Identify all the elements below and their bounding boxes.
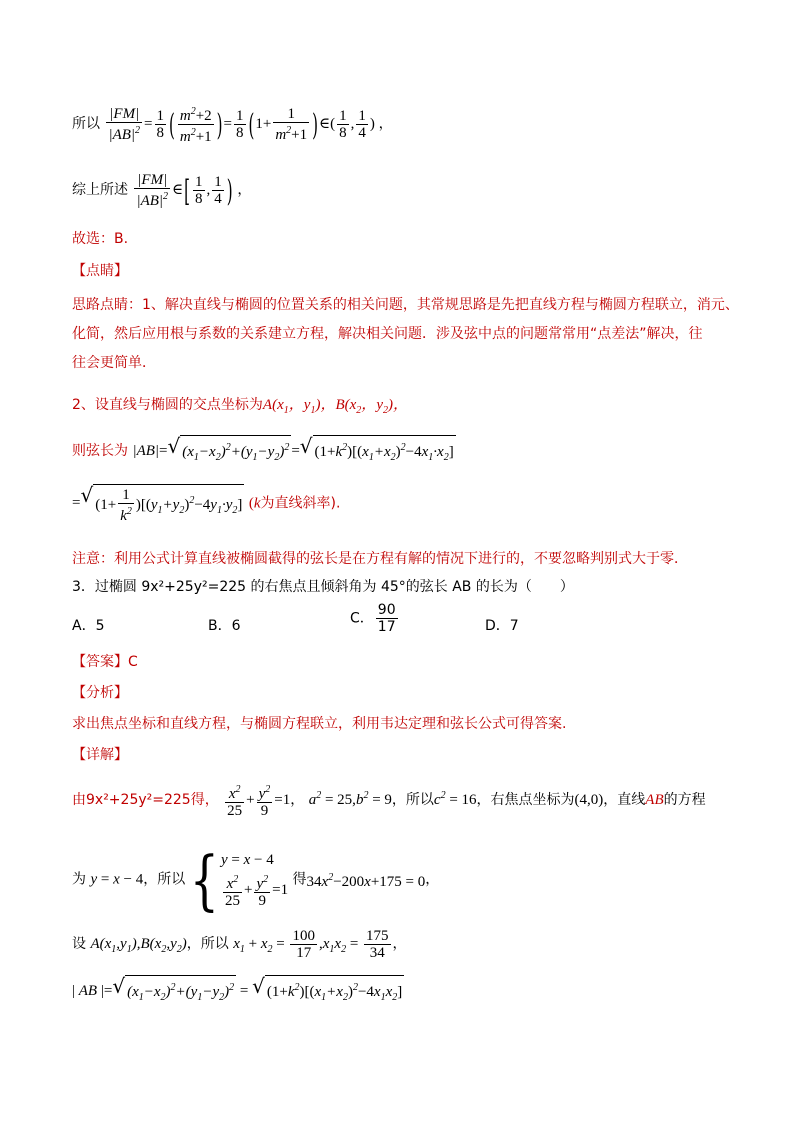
detail-line-3: 设 $A(x_1,y_1),B(x_2,y_2)$，所以 $x_1 + x_2$ = $\frac{100}{17}$ $,x_1x_2$ = $\frac{175}{34}$ ， <box>72 928 407 961</box>
text-de: 得 <box>292 871 307 888</box>
ellipse-equation: 9x²+25y²=225 <box>86 791 191 808</box>
text-intro: 2、设直线与椭圆的交点坐标为 <box>72 397 263 413</box>
detail-line-4 <box>72 975 404 1008</box>
detail-line-1: 由9x²+25y²=225得， $\frac{x^2}{25}$ + $\frac{y^2}{9}$ =1， $a^2 = 25,b^2 = 9$，所以$c^2 = 16$，右焦点坐标为(4,0)，直线AB的方程 <box>72 784 706 819</box>
option-a <box>72 616 105 636</box>
answer-value: C <box>128 654 138 670</box>
option-label: B． <box>208 618 232 634</box>
option-value: 5 <box>95 618 105 634</box>
option-label: C． <box>350 610 374 627</box>
choice-line: 故选：B. <box>72 231 129 247</box>
formula-ab-length: | AB |= √ $(x_1-x_2)^2+(y_1-y_2)^2$ = √ $(1+k^2)[(x_1+x_2)^2-4x_1x_2]$ <box>72 983 404 999</box>
text-she: 设 <box>72 935 86 952</box>
text-k-note: 为直线斜率). <box>260 495 341 512</box>
formula-range: $\frac{|FM|}{|AB|^2}$ ∈[ $\frac{1}{8}$ , $\frac{1}{4}$ ) <box>136 172 233 209</box>
section-label-xiangjie: 【详解】 <box>72 747 128 763</box>
option-b <box>208 616 241 636</box>
focus-coordinate: (4,0) <box>574 791 604 808</box>
paragraph-2-chord <box>72 435 456 468</box>
formula-c-squared: $c^2 = 16$ <box>433 789 477 808</box>
text-prefix: 综上所述 <box>72 181 128 198</box>
text-suffix: ， <box>237 181 252 198</box>
formula-points-ab: $A(x_1,y_1),B(x_2,y_2)$ <box>90 935 187 955</box>
result-line-1 <box>72 104 393 145</box>
text-equation-of: 的方程 <box>663 791 706 808</box>
option-value: 6 <box>231 618 241 634</box>
text-so: ，所以 <box>143 871 186 888</box>
text-wei: 为 <box>72 871 86 888</box>
answer-label: 【答案】 <box>72 654 128 670</box>
detail-line-2: 为 y = x − 4，所以 { y = x − 4 $\frac{x^2}{25}$ + $\frac{y^2}{9}$ =1 得$34x^2-200x+175 = 0$， <box>72 841 440 918</box>
answer-line <box>72 652 138 672</box>
section-label-dianjing: 【点睛】 <box>72 263 128 279</box>
text-you: 由 <box>72 791 86 808</box>
text-de: 得， <box>190 791 219 808</box>
line-ab-name: AB <box>645 791 664 808</box>
analysis-text: 求出焦点坐标和直线方程，与椭圆方程联立，利用韦达定理和弦长公式可得答案. <box>72 716 567 732</box>
option-value: 7 <box>509 618 519 634</box>
text-focus: ，右焦点坐标为 <box>476 791 575 808</box>
option-c-denominator: 17 <box>377 619 396 635</box>
result-line-2 <box>72 172 251 209</box>
formula-quadratic: $34x^2-200x+175 = 0$ <box>306 871 426 890</box>
option-d <box>485 616 519 636</box>
formula-standard-ellipse: $\frac{x^2}{25}$ + $\frac{y^2}{9}$ =1 <box>227 784 291 819</box>
paragraph-1-line-1: 思路点睛：1、解决直线与椭圆的位置关系的相关问题，其常规思路是先把直线方程与椭圆方程联立，消元、 <box>72 297 739 313</box>
formula-line-eq: y = x − 4 <box>90 871 144 888</box>
section-label-fenxi: 【分析】 <box>72 685 128 701</box>
option-label: D． <box>485 618 510 634</box>
formula-ratio: $\frac{|FM|}{|AB|^2}$ = $\frac{1}{8}$ ( $\frac{m^2+2}{m^2+1}$ )= $\frac{1}{8}$ (1+ $\frac{1}{m^2+1}$ )∈( $\frac{1}{8}$ , $\frac{1}{4}$ ) <box>108 106 375 145</box>
paragraph-2-intro <box>72 395 408 421</box>
paragraph-1-line-2: 化简，然后应用根与系数的关系建立方程，解决相关问题．涉及弦中点的问题常常用“点差法”解决，往 <box>72 326 703 342</box>
formula-vieta: $x_1 + x_2$ = $\frac{100}{17}$ $,x_1x_2$ = $\frac{175}{34}$ <box>233 928 389 961</box>
text-suffix: ， <box>378 115 393 132</box>
text-chord-prefix: 则弦长为 <box>72 442 128 459</box>
option-c <box>350 602 400 635</box>
formula-chord-length: |AB|= √ $(x_1-x_2)^2+(y_1-y_2)^2$ = √ $(1+k^2)[(x_1+x_2)^2-4x_1\cdot x_2]$ <box>132 443 455 459</box>
option-c-numerator: 90 <box>377 602 396 618</box>
text-so: ，所以 <box>186 935 229 952</box>
question-3-stem: 3．过椭圆 9x²+25y²=225 的右焦点且倾斜角为 45°的弦长 AB 的长为（ ） <box>72 579 574 595</box>
formula-ab-values: $a^2 = 25,b^2 = 9$ <box>308 789 392 808</box>
option-label: A． <box>72 618 96 634</box>
formula-points: $A(x_1$，$y_1$)，$B(x_2$，$y_2$)， <box>262 397 408 416</box>
paragraph-1-line-3: 往会更简单． <box>72 355 156 371</box>
equation-system: { y = x − 4 $\frac{x^2}{25}$ + $\frac{y^2}{9}$ =1 <box>189 841 289 918</box>
text-line: ，直线 <box>603 791 646 808</box>
text-prefix: 所以 <box>72 115 100 132</box>
formula-k: (k <box>248 495 261 512</box>
note-line: 注意：利用公式计算直线被椭圆截得的弦长是在方程有解的情况下进行的，不要忽略判别式大于零． <box>72 551 688 567</box>
paragraph-2-chord-alt <box>72 484 340 524</box>
formula-chord-length-y: = √ (1+ $\frac{1}{k^2}$ )$[(y_1+y_2)^2-4y_1\cdot y_2]$ <box>72 483 243 524</box>
